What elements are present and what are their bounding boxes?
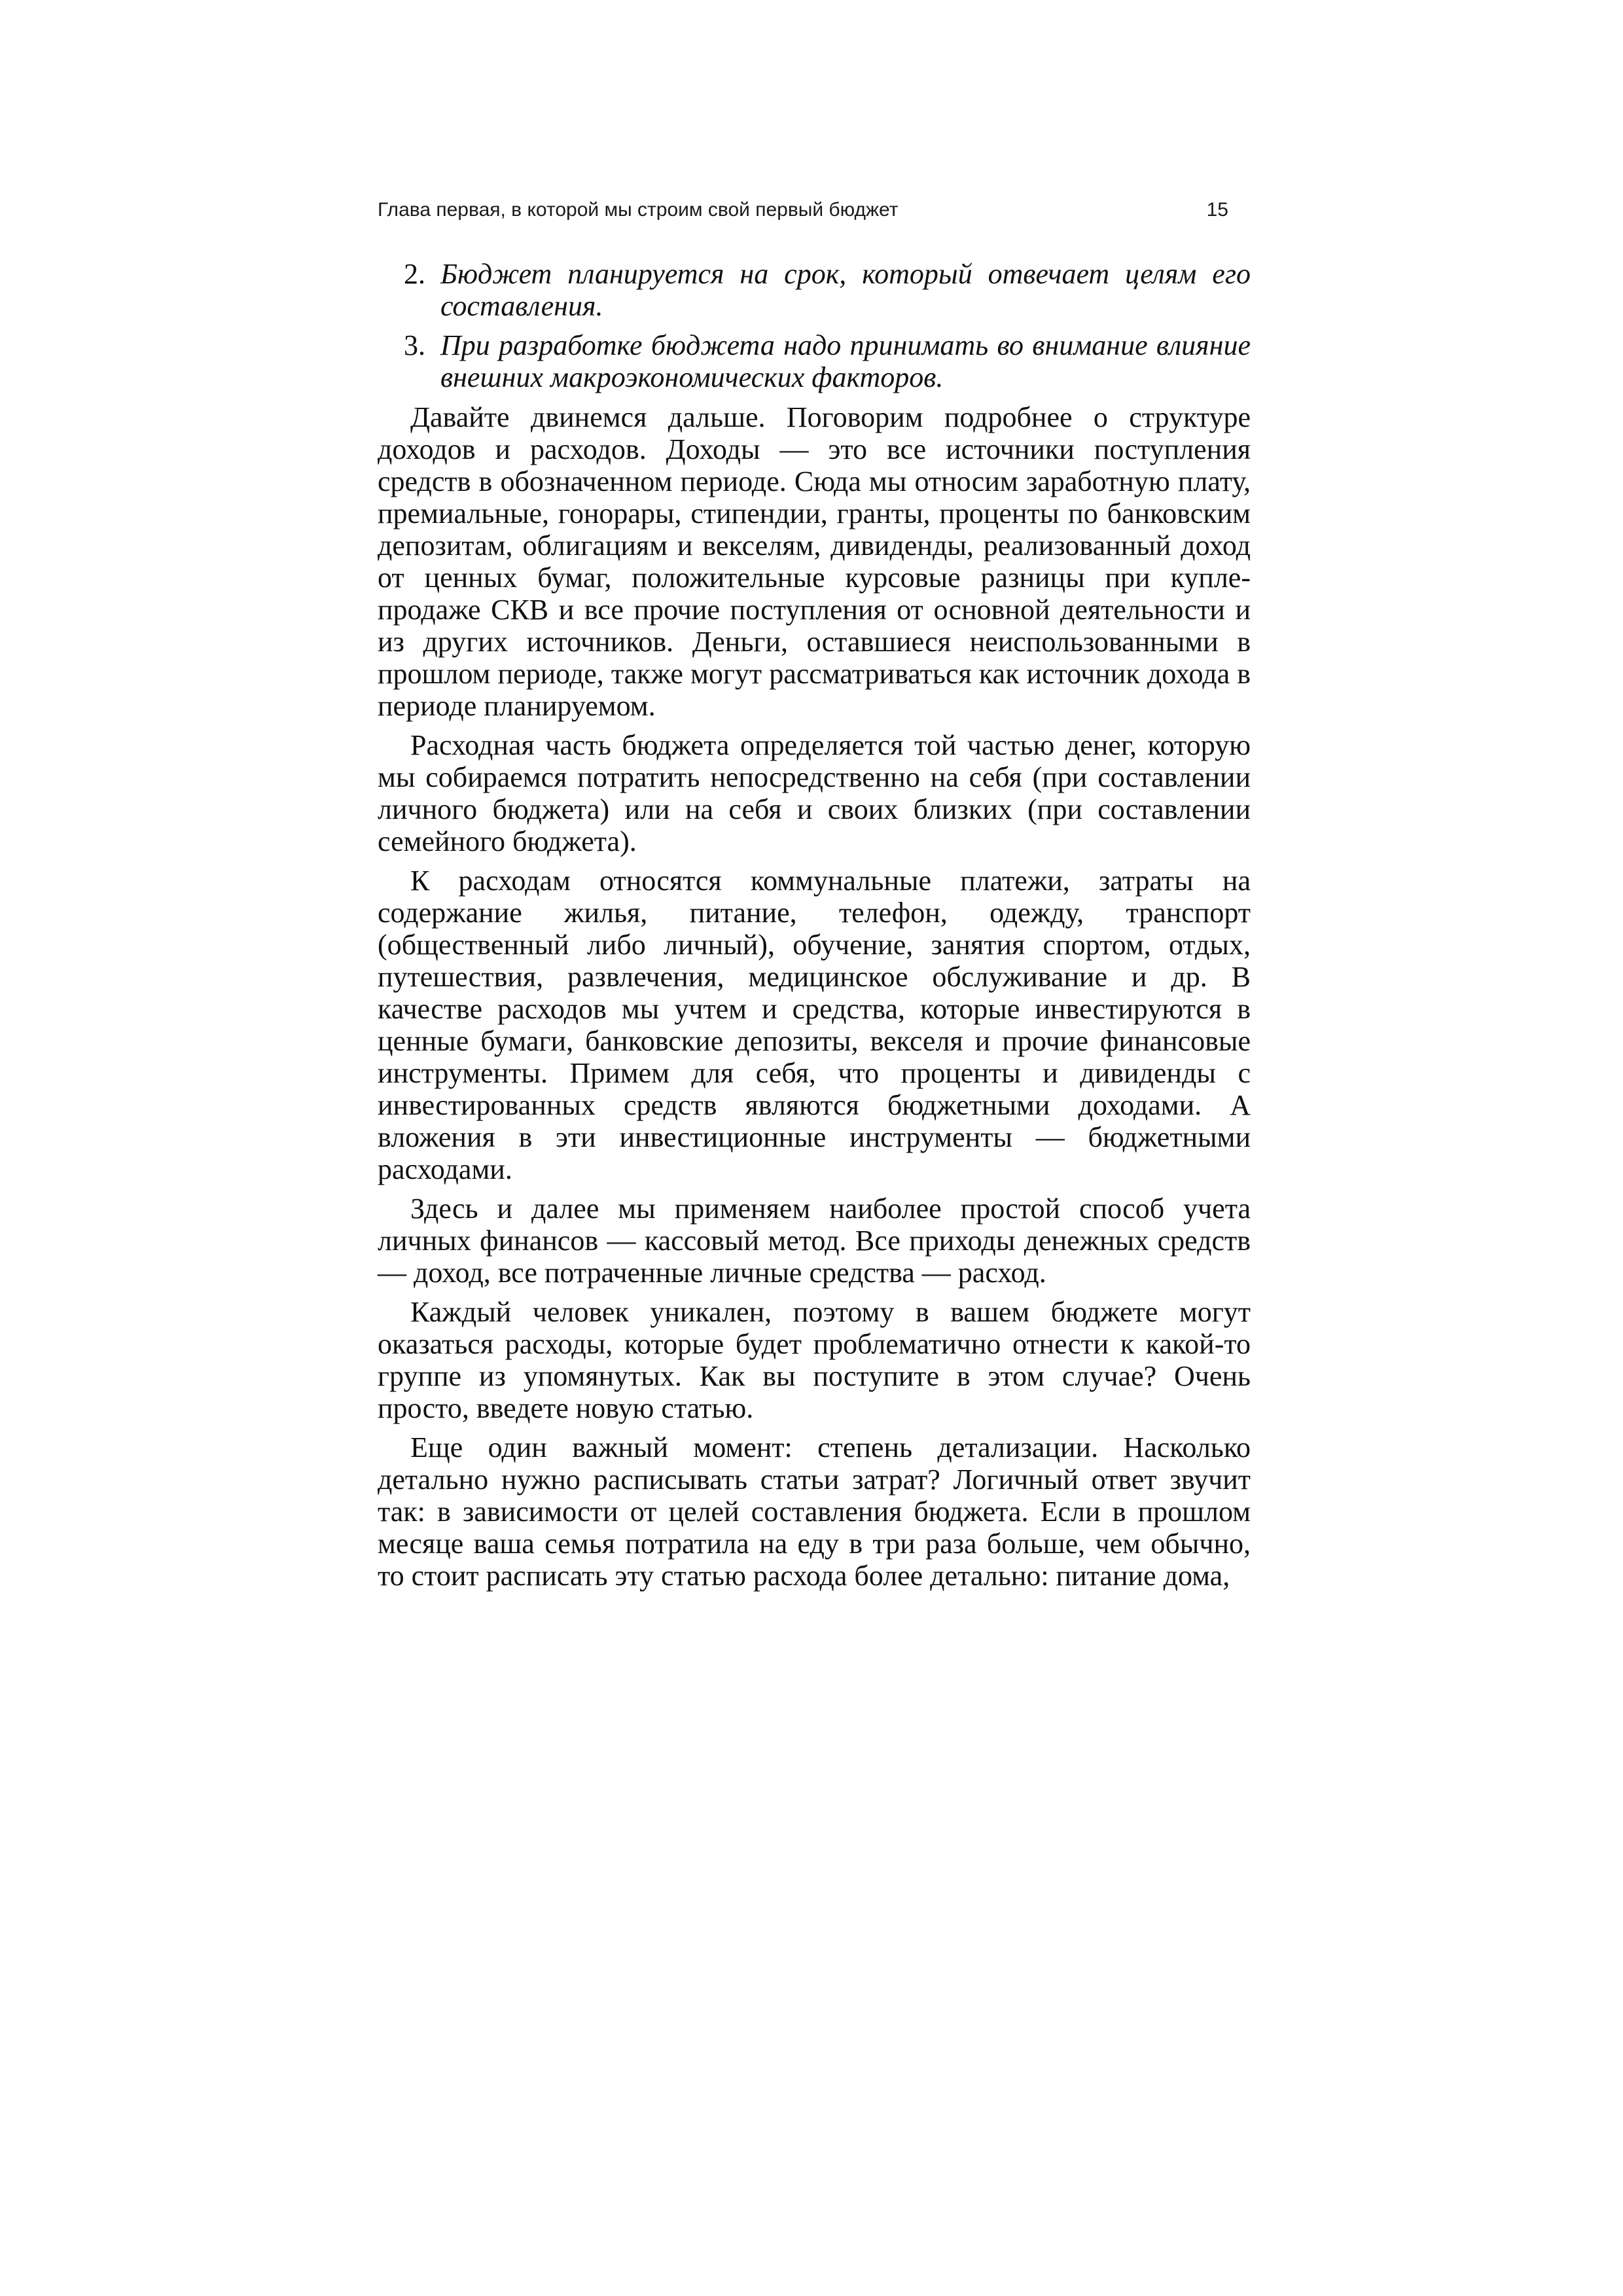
paragraph-new-item: Каждый человек уникален, поэтому в вашем бюджете могут оказаться расходы, которые будет проблематично отнести к какой-то группе из упомянутых. Как вы поступите в этом случае? Очень просто, введете новую статью. bbox=[378, 1296, 1251, 1424]
body-text bbox=[378, 258, 1251, 1599]
running-header bbox=[378, 195, 1228, 225]
list-item-text: При разработке бюджета надо принимать во внимание влияние внешних макроэкономических факторов. bbox=[440, 329, 1251, 393]
paragraph-cash-method: Здесь и далее мы применяем наиболее простой способ учета личных финансов — кассовый метод. Все приходы денежных средств — доход, все потраченные личные средства — расход. bbox=[378, 1193, 1251, 1289]
running-title: Глава первая, в которой мы строим свой первый бюджет bbox=[378, 199, 899, 221]
paragraph-expense-definition: Расходная часть бюджета определяется той частью денег, которую мы собираемся потратить непосредственно на себя (при составлении личного бюджета) или на себя и своих близких (при составлении семейного бюджета). bbox=[378, 729, 1251, 857]
paragraph-income: Давайте двинемся дальше. Поговорим подробнее о структуре доходов и расходов. Доходы — это все источники поступления средств в обозначенном периоде. Сюда мы относим заработную плату, премиальные, гонорары, стипендии, гранты, проценты по банковским депозитам, облигациям и векселям, дивиденды, реализованный доход от ценных бумаг, положительные курсовые разницы при купле-продаже СКВ и все прочие поступления от основной деятельности и из других источников. Деньги, оставшиеся неиспользованными в прошлом периоде, также могут рассматриваться как источник дохода в периоде планируемом. bbox=[378, 401, 1251, 722]
list-item bbox=[378, 258, 1251, 322]
list-item bbox=[378, 329, 1251, 393]
paragraph-expense-items: К расходам относятся коммунальные платежи, затраты на содержание жилья, питание, телефон, одежду, транспорт (общественный либо личный), обучение, занятия спортом, отдых, путешествия, развлечения, медицинское обслуживание и др. В качестве расходов мы учтем и средства, которые инвестируются в ценные бумаги, банковские депозиты, векселя и прочие финансовые инструменты. Примем для себя, что проценты и дивиденды с инвестированных средств являются бюджетными доходами. А вложения в эти инвестиционные инструменты — бюджетными расходами. bbox=[378, 865, 1251, 1185]
list-item-number: 3. bbox=[404, 329, 425, 361]
list-item-number: 2. bbox=[404, 258, 425, 290]
paragraph-detail-level: Еще один важный момент: степень детализации. Насколько детально нужно расписывать статьи затрат? Логичный ответ звучит так: в зависимости от целей составления бюджета. Если в прошлом месяце ваша семья потратила на еду в три раза больше, чем обычно, то стоит расписать эту статью расхода более детально: питание дома, bbox=[378, 1431, 1251, 1592]
list-item-text: Бюджет планируется на срок, который отвечает целям его составления. bbox=[440, 258, 1251, 322]
page-number: 15 bbox=[1206, 199, 1228, 221]
